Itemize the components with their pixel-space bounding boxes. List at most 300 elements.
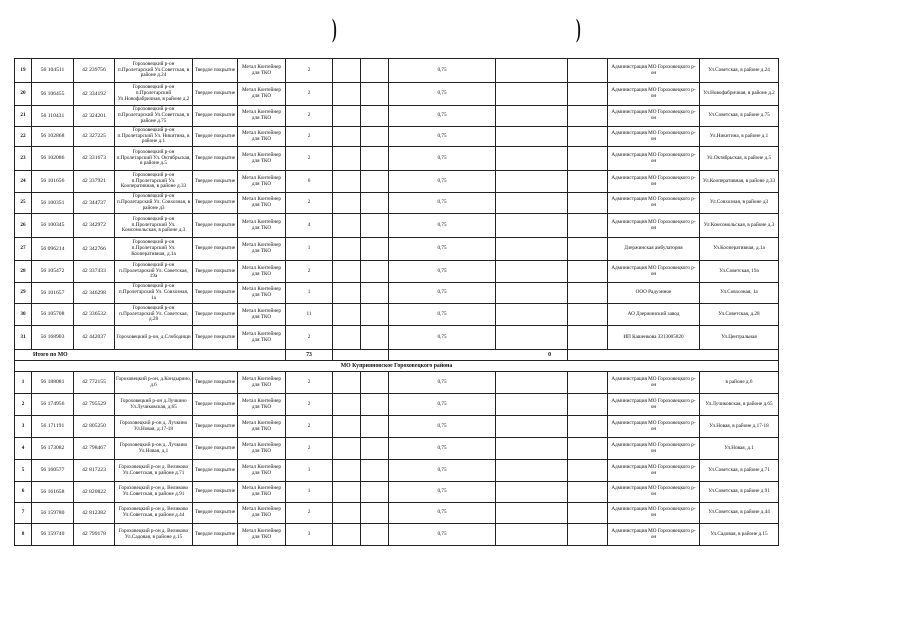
container-count-cell: 3	[286, 524, 333, 546]
owner-name-cell: Администрация МО Гороховецкого р-он	[608, 482, 700, 503]
empty-cell-d-cell	[568, 326, 608, 350]
table-row	[15, 193, 779, 214]
scan-mark-right: )	[575, 14, 581, 43]
container-count-cell: 2	[286, 394, 333, 416]
surface-type-cell: Твердое покрытие	[193, 394, 238, 416]
location-address-cell: Гороховецкий р-он д. Лучкино Ул.Новая, д.17-18	[115, 416, 193, 438]
empty-cell-c-cell	[496, 524, 568, 546]
location-address-cell: Гороховецкий р-он, д.Кондырино, д.6	[115, 372, 193, 394]
row-number-cell: 19	[15, 59, 32, 83]
container-count-cell: 2	[286, 261, 333, 283]
empty-cell-a-cell	[333, 147, 361, 171]
container-volume-cell: 0,75	[389, 460, 496, 482]
okpo-coordinate-cell: 56 168903	[32, 326, 74, 350]
container-type-cell: Метал Контейнер для ТКО	[238, 59, 286, 83]
table-row	[15, 171, 779, 193]
surface-type-cell: Твердое покрытие	[193, 304, 238, 326]
surface-type-cell: Твердое покрытие	[193, 127, 238, 147]
okpo-coordinate-cell: 56 096214	[32, 238, 74, 261]
empty-cell-c-cell	[496, 238, 568, 261]
empty-cell-d-cell	[568, 524, 608, 546]
container-volume-cell: 0,75	[389, 326, 496, 350]
owner-name-cell: Администрация МО Гороховецкого р-он	[608, 83, 700, 106]
empty-cell-c-cell	[496, 460, 568, 482]
table-row	[15, 438, 779, 460]
empty-cell-a-cell	[333, 171, 361, 193]
oktmo-coordinate-cell: 42 346298	[74, 283, 115, 304]
served-address-cell: Ул.Совхозная, в районе д3	[700, 193, 779, 214]
empty-cell-a-cell	[333, 326, 361, 350]
table-row	[15, 304, 779, 326]
owner-name-cell: Администрация МО Гороховецкого р-он	[608, 59, 700, 83]
container-volume-cell: 0,75	[389, 193, 496, 214]
container-volume-cell: 0,75	[389, 416, 496, 438]
registry-table	[14, 58, 779, 546]
container-count-cell: 2	[286, 503, 333, 524]
location-address-cell: Гороховецкий р-он д. Великово Ул.Советская, в районе д.71	[115, 460, 193, 482]
empty-cell-d-cell	[568, 372, 608, 394]
table-row	[15, 214, 779, 238]
oktmo-coordinate-cell: 42 442037	[74, 326, 115, 350]
row-number-cell: 24	[15, 171, 32, 193]
empty-cell-b-cell	[361, 482, 389, 503]
empty-cell	[568, 350, 779, 361]
empty-cell-c-cell	[496, 59, 568, 83]
total-row	[15, 350, 779, 361]
container-volume-cell: 0,75	[389, 147, 496, 171]
empty-cell-c-cell	[496, 193, 568, 214]
empty-cell-a-cell	[333, 106, 361, 127]
container-type-cell: Метал Контейнер для ТКО	[238, 238, 286, 261]
table-row	[15, 416, 779, 438]
table-row	[15, 83, 779, 106]
oktmo-coordinate-cell: 42 799178	[74, 524, 115, 546]
section-header-row	[15, 361, 779, 372]
table-row	[15, 261, 779, 283]
empty-cell-b-cell	[361, 283, 389, 304]
row-number-cell: 1	[15, 372, 32, 394]
surface-type-cell: Твердое покрытие	[193, 238, 238, 261]
table-row	[15, 147, 779, 171]
served-address-cell: Ул.Советская, 19а	[700, 261, 779, 283]
row-number-cell: 27	[15, 238, 32, 261]
empty-cell-c-cell	[496, 127, 568, 147]
container-count-cell: 2	[286, 147, 333, 171]
row-number-cell: 25	[15, 193, 32, 214]
location-address-cell: Гороховецкий р-он, д.Слободищи	[115, 326, 193, 350]
container-volume-cell: 0,75	[389, 214, 496, 238]
total-count-cell: 73	[286, 350, 333, 361]
owner-name-cell: ИП Кашенкова 3313005820	[608, 326, 700, 350]
surface-type-cell: Твердое покрытие	[193, 59, 238, 83]
empty-cell-a-cell	[333, 438, 361, 460]
container-count-cell: 2	[286, 127, 333, 147]
empty-cell-a-cell	[333, 372, 361, 394]
container-type-cell: Метал Контейнер для ТКО	[238, 147, 286, 171]
container-count-cell: 6	[286, 171, 333, 193]
empty-cell-a-cell	[333, 394, 361, 416]
container-type-cell: Метал Контейнер для ТКО	[238, 106, 286, 127]
okpo-coordinate-cell: 56 101657	[32, 283, 74, 304]
served-address-cell: Ул.Лучиковская, в районе д.65	[700, 394, 779, 416]
row-number-cell: 23	[15, 147, 32, 171]
okpo-coordinate-cell: 56 159780	[32, 503, 74, 524]
location-address-cell: Гороховецкий р-он п.Пролетарский Ул. Совхозная, в районе д3	[115, 193, 193, 214]
container-count-cell: 2	[286, 416, 333, 438]
empty-cell-c-cell	[496, 283, 568, 304]
surface-type-cell: Твердое покрытие	[193, 438, 238, 460]
served-address-cell: Ул.Советская, в районе д.75	[700, 106, 779, 127]
location-address-cell: Гороховецкий р-он д. Великово Ул.Советская, в районе д.91	[115, 482, 193, 503]
served-address-cell: Ул.Кооперативная, д.1а	[700, 238, 779, 261]
okpo-coordinate-cell: 56 100345	[32, 214, 74, 238]
container-type-cell: Метал Контейнер для ТКО	[238, 193, 286, 214]
table-row	[15, 524, 779, 546]
empty-cell-c-cell	[496, 304, 568, 326]
okpo-coordinate-cell: 56 110431	[32, 106, 74, 127]
row-number-cell: 5	[15, 460, 32, 482]
empty-cell-c-cell	[496, 503, 568, 524]
total-label-cell: Итого по МО	[15, 350, 286, 361]
oktmo-coordinate-cell: 42 820822	[74, 482, 115, 503]
row-number-cell: 8	[15, 524, 32, 546]
table-row	[15, 106, 779, 127]
surface-type-cell: Твердое покрытие	[193, 503, 238, 524]
container-type-cell: Метал Контейнер для ТКО	[238, 171, 286, 193]
section-title: МО Куприяновское Гороховецкого района	[15, 361, 779, 372]
empty-cell-d-cell	[568, 83, 608, 106]
container-type-cell: Метал Контейнер для ТКО	[238, 416, 286, 438]
container-volume-cell: 0,75	[389, 261, 496, 283]
empty-cell	[333, 350, 389, 361]
empty-cell-d-cell	[568, 503, 608, 524]
empty-cell-d-cell	[568, 214, 608, 238]
surface-type-cell: Твердое покрытие	[193, 171, 238, 193]
served-address-cell: Ул.Центральная	[700, 326, 779, 350]
empty-cell-d-cell	[568, 261, 608, 283]
container-type-cell: Метал Контейнер для ТКО	[238, 372, 286, 394]
empty-cell-b-cell	[361, 193, 389, 214]
table-row	[15, 238, 779, 261]
container-count-cell: 2	[286, 372, 333, 394]
scan-mark-left: )	[331, 14, 337, 43]
empty-cell-d-cell	[568, 147, 608, 171]
location-address-cell: Гороховецкий р-он п.Пролетарский Ул. Кооперативная, д.1а	[115, 238, 193, 261]
surface-type-cell: Твердое покрытие	[193, 214, 238, 238]
surface-type-cell: Твердое покрытие	[193, 460, 238, 482]
container-count-cell: 2	[286, 106, 333, 127]
empty-cell-c-cell	[496, 147, 568, 171]
location-address-cell: Гороховецкий р-он п.Пролетарский Ул. Кооперативная, в районе д.33	[115, 171, 193, 193]
empty-cell-a-cell	[333, 416, 361, 438]
container-volume-cell: 0,75	[389, 127, 496, 147]
surface-type-cell: Твердое покрытие	[193, 261, 238, 283]
location-address-cell: Гороховецкий р-он п.Пролетарский Ул. Никитина, в районе д.1	[115, 127, 193, 147]
row-number-cell: 2	[15, 394, 32, 416]
location-address-cell: Гороховецкий р-он п.Пролетарский Ул. Октябрьская, в районе д.5	[115, 147, 193, 171]
container-type-cell: Метал Контейнер для ТКО	[238, 127, 286, 147]
owner-name-cell: Администрация МО Гороховецкого р-он	[608, 372, 700, 394]
empty-cell-d-cell	[568, 394, 608, 416]
okpo-coordinate-cell: 56 101656	[32, 171, 74, 193]
surface-type-cell: Твердое покрытие	[193, 106, 238, 127]
container-volume-cell: 0,75	[389, 171, 496, 193]
container-volume-cell: 0,75	[389, 304, 496, 326]
empty-cell-c-cell	[496, 171, 568, 193]
empty-cell-c-cell	[496, 261, 568, 283]
empty-cell-a-cell	[333, 127, 361, 147]
container-type-cell: Метал Контейнер для ТКО	[238, 214, 286, 238]
empty-cell-c-cell	[496, 416, 568, 438]
location-address-cell: Гороховецкий р-он п.Пролетарский Ул. Советская, 19а	[115, 261, 193, 283]
oktmo-coordinate-cell: 42 772155	[74, 372, 115, 394]
okpo-coordinate-cell: 56 161658	[32, 482, 74, 503]
location-address-cell: Гороховецкий р-он п.Пролетарский Ул.Советская, в районе д.24	[115, 59, 193, 83]
row-number-cell: 4	[15, 438, 32, 460]
table-row	[15, 326, 779, 350]
okpo-coordinate-cell: 56 171191	[32, 416, 74, 438]
row-number-cell: 30	[15, 304, 32, 326]
empty-cell-c-cell	[496, 482, 568, 503]
empty-cell-b-cell	[361, 171, 389, 193]
surface-type-cell: Твердое покрытие	[193, 83, 238, 106]
surface-type-cell: Твердое покрытие	[193, 326, 238, 350]
oktmo-coordinate-cell: 42 342972	[74, 214, 115, 238]
okpo-coordinate-cell: 56 104511	[32, 59, 74, 83]
location-address-cell: Гороховецкий р-он д. Великово Ул.Советская, в районе д.44	[115, 503, 193, 524]
table-row	[15, 372, 779, 394]
empty-cell-a-cell	[333, 482, 361, 503]
served-address-cell: Ул.Советская, д.28	[700, 304, 779, 326]
served-address-cell: Ул.Советская, в районе д.71	[700, 460, 779, 482]
okpo-coordinate-cell: 56 105472	[32, 261, 74, 283]
oktmo-coordinate-cell: 42 337433	[74, 261, 115, 283]
empty-cell-a-cell	[333, 238, 361, 261]
empty-cell-b-cell	[361, 214, 389, 238]
owner-name-cell: Администрация МО Гороховецкого р-он	[608, 460, 700, 482]
empty-cell-b-cell	[361, 503, 389, 524]
table-row	[15, 283, 779, 304]
empty-cell-b-cell	[361, 147, 389, 171]
okpo-coordinate-cell: 56 105708	[32, 304, 74, 326]
container-volume-cell: 0,75	[389, 438, 496, 460]
container-count-cell: 1	[286, 238, 333, 261]
surface-type-cell: Твердое покрытие	[193, 147, 238, 171]
row-number-cell: 26	[15, 214, 32, 238]
okpo-coordinate-cell: 56 159740	[32, 524, 74, 546]
container-type-cell: Метал Контейнер для ТКО	[238, 326, 286, 350]
container-volume-cell: 0,75	[389, 372, 496, 394]
owner-name-cell: Дзержинская амбулатория	[608, 238, 700, 261]
served-address-cell: Ул.Комсомольская, в районе д.3	[700, 214, 779, 238]
table-row	[15, 59, 779, 83]
owner-name-cell: ООО Радуэнное	[608, 283, 700, 304]
location-address-cell: Гороховецкий р-он п.Пролетарский Ул. Советская, д.28	[115, 304, 193, 326]
served-address-cell: Ул.Советская, в районе д.91	[700, 482, 779, 503]
okpo-coordinate-cell: 56 102868	[32, 127, 74, 147]
empty-cell-d-cell	[568, 59, 608, 83]
empty-cell-b-cell	[361, 304, 389, 326]
container-type-cell: Метал Контейнер для ТКО	[238, 394, 286, 416]
container-type-cell: Метал Контейнер для ТКО	[238, 304, 286, 326]
empty-cell-d-cell	[568, 238, 608, 261]
okpo-coordinate-cell: 56 160577	[32, 460, 74, 482]
location-address-cell: Гороховецкий р-он п.Пролетарский Ул.Новофабричная, в районе д.2	[115, 83, 193, 106]
container-count-cell: 2	[286, 193, 333, 214]
served-address-cell: Ул.Садовая, в районе д.15	[700, 524, 779, 546]
container-type-cell: Метал Контейнер для ТКО	[238, 438, 286, 460]
container-volume-cell: 0,75	[389, 59, 496, 83]
empty-cell-c-cell	[496, 83, 568, 106]
owner-name-cell: Администрация МО Гороховецкого р-он	[608, 193, 700, 214]
served-address-cell: Ул.Новая, д.1	[700, 438, 779, 460]
owner-name-cell: Администрация МО Гороховецкого р-он	[608, 214, 700, 238]
row-number-cell: 7	[15, 503, 32, 524]
served-address-cell: Ул.Новофабричная, в районе д.2	[700, 83, 779, 106]
oktmo-coordinate-cell: 42 805250	[74, 416, 115, 438]
table-row	[15, 394, 779, 416]
empty-cell-d-cell	[568, 416, 608, 438]
empty-cell-b-cell	[361, 438, 389, 460]
row-number-cell: 28	[15, 261, 32, 283]
empty-cell-d-cell	[568, 482, 608, 503]
container-type-cell: Метал Контейнер для ТКО	[238, 460, 286, 482]
surface-type-cell: Твердое покрытие	[193, 482, 238, 503]
okpo-coordinate-cell: 56 174956	[32, 394, 74, 416]
served-address-cell: Ул.Кооперативная, в районе д.33	[700, 171, 779, 193]
total-volume-cell: 0	[389, 350, 568, 361]
served-address-cell: Ул.Новая, в районе д.17-18	[700, 416, 779, 438]
row-number-cell: 22	[15, 127, 32, 147]
container-volume-cell: 0,75	[389, 394, 496, 416]
container-count-cell: 2	[286, 83, 333, 106]
empty-cell-a-cell	[333, 460, 361, 482]
empty-cell-a-cell	[333, 59, 361, 83]
empty-cell-b-cell	[361, 261, 389, 283]
container-count-cell: 11	[286, 304, 333, 326]
empty-cell-b-cell	[361, 106, 389, 127]
owner-name-cell: Администрация МО Гороховецкого р-он	[608, 438, 700, 460]
container-volume-cell: 0,75	[389, 482, 496, 503]
oktmo-coordinate-cell: 42 795529	[74, 394, 115, 416]
container-volume-cell: 0,75	[389, 283, 496, 304]
container-type-cell: Метал Контейнер для ТКО	[238, 524, 286, 546]
empty-cell-a-cell	[333, 83, 361, 106]
owner-name-cell: Администрация МО Гороховецкого р-он	[608, 147, 700, 171]
oktmo-coordinate-cell: 42 327225	[74, 127, 115, 147]
location-address-cell: Гороховецкий р-он п.Пролетарский Ул. Совхозная, 1а	[115, 283, 193, 304]
table-row	[15, 503, 779, 524]
row-number-cell: 21	[15, 106, 32, 127]
surface-type-cell: Твердое покрытие	[193, 416, 238, 438]
empty-cell-c-cell	[496, 214, 568, 238]
empty-cell-c-cell	[496, 438, 568, 460]
location-address-cell: Гороховецкий р-он д. Лучкино Ул.Новая, д.1	[115, 438, 193, 460]
container-volume-cell: 0,75	[389, 106, 496, 127]
container-count-cell: 2	[286, 59, 333, 83]
oktmo-coordinate-cell: 42 812382	[74, 503, 115, 524]
oktmo-coordinate-cell: 42 342766	[74, 238, 115, 261]
container-volume-cell: 0,75	[389, 238, 496, 261]
container-type-cell: Метал Контейнер для ТКО	[238, 83, 286, 106]
empty-cell-b-cell	[361, 524, 389, 546]
empty-cell-b-cell	[361, 372, 389, 394]
surface-type-cell: Твердое покрытие	[193, 193, 238, 214]
container-count-cell: 1	[286, 460, 333, 482]
empty-cell-c-cell	[496, 394, 568, 416]
container-count-cell: 2	[286, 438, 333, 460]
empty-cell-a-cell	[333, 261, 361, 283]
okpo-coordinate-cell: 56 106455	[32, 83, 74, 106]
owner-name-cell: Администрация МО Гороховецкого р-он	[608, 127, 700, 147]
container-count-cell: 1	[286, 482, 333, 503]
okpo-coordinate-cell: 56 102086	[32, 147, 74, 171]
empty-cell-b-cell	[361, 83, 389, 106]
oktmo-coordinate-cell: 42 334192	[74, 83, 115, 106]
empty-cell-c-cell	[496, 372, 568, 394]
okpo-coordinate-cell: 56 173082	[32, 438, 74, 460]
table-row	[15, 482, 779, 503]
container-type-cell: Метал Контейнер для ТКО	[238, 261, 286, 283]
served-address-cell: Ул.Советская, в районе д.44	[700, 503, 779, 524]
owner-name-cell: Администрация МО Гороховецкого р-он	[608, 503, 700, 524]
empty-cell-d-cell	[568, 171, 608, 193]
row-number-cell: 31	[15, 326, 32, 350]
surface-type-cell: Твердое покрытие	[193, 524, 238, 546]
surface-type-cell: Твердое покрытие	[193, 372, 238, 394]
owner-name-cell: Администрация МО Гороховецкого р-он	[608, 261, 700, 283]
container-volume-cell: 0,75	[389, 503, 496, 524]
oktmo-coordinate-cell: 42 331673	[74, 147, 115, 171]
served-address-cell: Ул.Октябрьская, в районе д.5	[700, 147, 779, 171]
owner-name-cell: Администрация МО Гороховецкого р-он	[608, 106, 700, 127]
empty-cell-b-cell	[361, 127, 389, 147]
empty-cell-b-cell	[361, 394, 389, 416]
oktmo-coordinate-cell: 42 817223	[74, 460, 115, 482]
oktmo-coordinate-cell: 42 239756	[74, 59, 115, 83]
oktmo-coordinate-cell: 42 344737	[74, 193, 115, 214]
empty-cell-b-cell	[361, 59, 389, 83]
empty-cell-b-cell	[361, 238, 389, 261]
served-address-cell: в районе д.6	[700, 372, 779, 394]
location-address-cell: Гороховецкий р-он п.Пролетарский Ул. Комсомольская, в районе д.3	[115, 214, 193, 238]
empty-cell-b-cell	[361, 416, 389, 438]
empty-cell-d-cell	[568, 460, 608, 482]
empty-cell-d-cell	[568, 438, 608, 460]
empty-cell-b-cell	[361, 326, 389, 350]
owner-name-cell: АО Дзержинский завод	[608, 304, 700, 326]
row-number-cell: 29	[15, 283, 32, 304]
oktmo-coordinate-cell: 42 324201	[74, 106, 115, 127]
registry-table-body	[15, 59, 779, 546]
empty-cell-d-cell	[568, 193, 608, 214]
served-address-cell: Ул.Совхозная, 1а	[700, 283, 779, 304]
okpo-coordinate-cell: 56 100351	[32, 193, 74, 214]
empty-cell-a-cell	[333, 283, 361, 304]
oktmo-coordinate-cell: 42 798467	[74, 438, 115, 460]
location-address-cell: Гороховецкий р-он п.Пролетарский Ул.Советская, в районе д.75	[115, 106, 193, 127]
empty-cell-a-cell	[333, 503, 361, 524]
empty-cell-a-cell	[333, 304, 361, 326]
empty-cell-c-cell	[496, 326, 568, 350]
table-row	[15, 127, 779, 147]
container-count-cell: 4	[286, 214, 333, 238]
served-address-cell: Ул.Никитина, в районе д.1	[700, 127, 779, 147]
container-type-cell: Метал Контейнер для ТКО	[238, 482, 286, 503]
container-volume-cell: 0,75	[389, 524, 496, 546]
okpo-coordinate-cell: 56 188081	[32, 372, 74, 394]
owner-name-cell: Администрация МО Гороховецкого р-он	[608, 416, 700, 438]
